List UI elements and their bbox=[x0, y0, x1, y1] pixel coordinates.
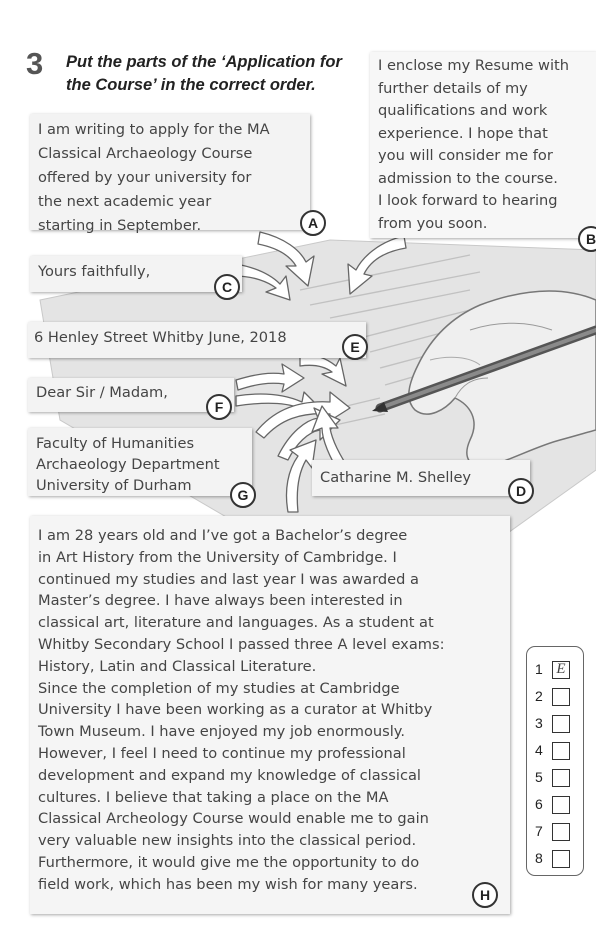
card-a bbox=[30, 114, 319, 234]
card-f-letter-badge: F bbox=[206, 394, 232, 420]
card-h-text: I am 28 years old and I’ve got a Bachelor’s degree in Art History from the University of Cambridge. I continued my studies and last year I was awarded a Master’s degree. I have always been interested in classical art, literature and languages. As a student at Whitby Secondary School I passed three A level exams: History, Latin and Classical Literature. Since the completion of my studies at Cambridge University I have been working as a curator at Whitby Town Museum. I have enjoyed my job enormously. However, I feel I need to continue my professional development and expand my knowledge of classical cultures. I believe that taking a place on the MA Classical Archeology Course would enable me to gain very valuable new insights into the classical period. Furthermore, it would give me the opportunity to do field work, which has been my wish for many years. bbox=[38, 527, 445, 893]
card-d-text: Catharine M. Shelley bbox=[320, 469, 472, 486]
answer-number: 7 bbox=[535, 823, 543, 839]
card-b-text: I enclose my Resume with further details of my qualifications and work experience. I hope that you will consider me for admission to the course. I look forward to hearing from you soon. bbox=[378, 57, 570, 232]
card-f bbox=[28, 378, 234, 415]
card-g-text: Faculty of Humanities Archaeology Department University of Durham bbox=[36, 435, 220, 494]
answer-box[interactable] bbox=[552, 688, 570, 706]
answer-box[interactable] bbox=[552, 769, 570, 787]
answer-box[interactable] bbox=[552, 850, 570, 868]
card-h bbox=[30, 516, 510, 914]
answer-number: 3 bbox=[535, 715, 543, 731]
answer-number: 8 bbox=[535, 850, 543, 866]
answer-number: 2 bbox=[535, 688, 543, 704]
card-a-text: I am writing to apply for the MA Classical Archaeology Course offered by your university for the next academic year starting in September. bbox=[38, 121, 270, 234]
card-c-text: Yours faithfully, bbox=[38, 263, 151, 280]
card-b bbox=[370, 52, 596, 247]
answer-number: 5 bbox=[535, 769, 543, 785]
card-e bbox=[28, 322, 366, 358]
card-d-letter-badge: D bbox=[508, 478, 534, 504]
exercise-instruction: Put the parts of the ‘Application for the Course’ in the correct order. bbox=[66, 53, 342, 94]
card-a-letter-badge: A bbox=[300, 210, 326, 236]
card-c bbox=[30, 256, 242, 295]
answer-box[interactable]: E bbox=[552, 661, 570, 679]
answer-box[interactable] bbox=[552, 742, 570, 760]
answer-number: 6 bbox=[535, 796, 543, 812]
card-f-text: Dear Sir / Madam, bbox=[36, 384, 168, 401]
exercise-number: 3 bbox=[26, 46, 44, 81]
card-h-letter-badge: H bbox=[472, 882, 498, 908]
answer-box[interactable] bbox=[552, 715, 570, 733]
card-b-letter-badge: B bbox=[578, 226, 596, 252]
answer-box[interactable] bbox=[552, 823, 570, 841]
answer-number: 1 bbox=[535, 661, 543, 677]
card-g-letter-badge: G bbox=[230, 482, 256, 508]
card-e-text: 6 Henley Street Whitby June, 2018 bbox=[34, 329, 287, 346]
card-g bbox=[28, 428, 252, 503]
card-d bbox=[312, 460, 530, 499]
answer-number: 4 bbox=[535, 742, 543, 758]
answer-panel bbox=[526, 646, 584, 876]
card-e-letter-badge: E bbox=[342, 334, 368, 360]
answer-box[interactable] bbox=[552, 796, 570, 814]
card-c-letter-badge: C bbox=[214, 274, 240, 300]
